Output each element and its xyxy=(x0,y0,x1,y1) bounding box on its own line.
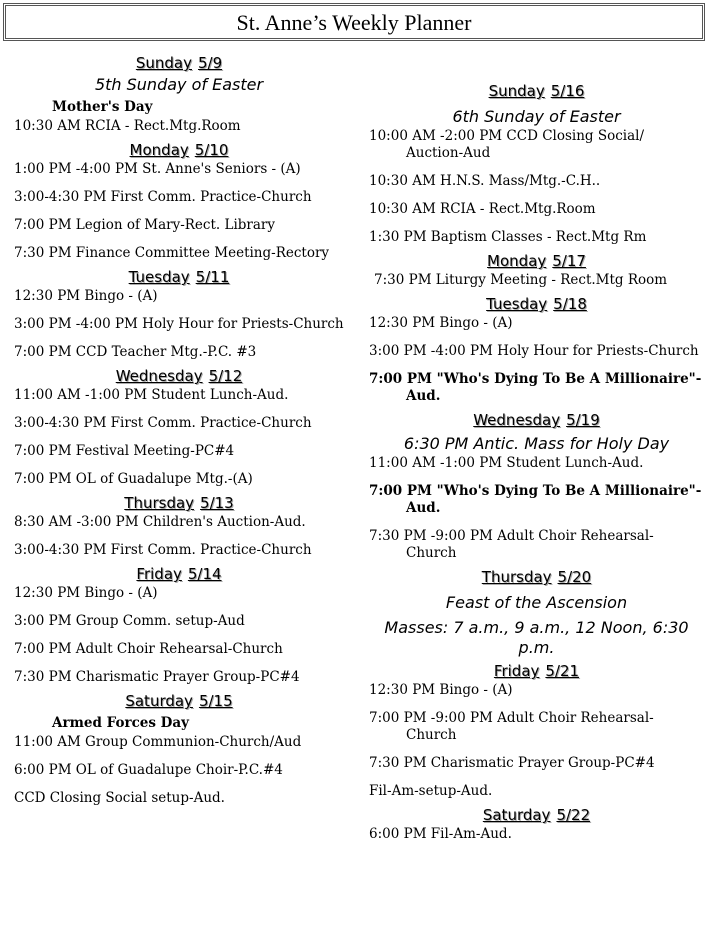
observance-armed-forces-day: Armed Forces Day xyxy=(52,715,189,731)
event-item: 3:00 PM -4:00 PM Holy Hour for Priests-Church xyxy=(14,316,344,332)
day-header-thursday-5-13: Thursday 5/13 xyxy=(124,494,234,512)
planner-title-box xyxy=(3,3,705,41)
event-item: 6:00 PM Fil-Am-Aud. xyxy=(369,826,512,842)
event-item: 7:00 PM Legion of Mary-Rect. Library xyxy=(14,217,275,233)
event-item: 7:30 PM Charismatic Prayer Group-PC#4 xyxy=(14,669,300,685)
event-item: 7:00 PM CCD Teacher Mtg.-P.C. #3 xyxy=(14,344,257,360)
event-item: 12:30 PM Bingo - (A) xyxy=(14,288,158,304)
event-item: 1:00 PM -4:00 PM St. Anne's Seniors - (A) xyxy=(14,161,301,177)
day-header-friday-5-21: Friday 5/21 xyxy=(493,662,580,680)
left-column xyxy=(14,52,344,818)
event-item: 12:30 PM Bingo - (A) xyxy=(369,682,513,698)
event-item: 7:30 PM -9:00 PM Adult Choir Rehearsal-Church xyxy=(369,528,654,561)
event-item: 7:00 PM "Who's Dying To Be A Millionaire"-Aud. xyxy=(369,483,702,516)
observance-mothers-day: Mother's Day xyxy=(52,99,153,115)
day-header-sunday-5-9: Sunday 5/9 xyxy=(135,54,223,72)
event-item: 6:00 PM OL of Guadalupe Choir-P.C.#4 xyxy=(14,762,283,778)
right-column xyxy=(369,80,704,854)
feast-title: 6th Sunday of Easter xyxy=(452,107,621,126)
event-item: 12:30 PM Bingo - (A) xyxy=(369,315,513,331)
day-header-tuesday-5-11: Tuesday 5/11 xyxy=(128,268,230,286)
page-title: St. Anne’s Weekly Planner xyxy=(236,10,472,35)
event-item: Fil-Am-setup-Aud. xyxy=(369,783,493,799)
feast-title: Feast of the Ascension xyxy=(445,593,628,612)
event-item: 10:30 AM RCIA - Rect.Mtg.Room xyxy=(14,118,241,134)
holy-day-mass-note: 6:30 PM Antic. Mass for Holy Day xyxy=(403,434,670,453)
event-item: 7:30 PM Charismatic Prayer Group-PC#4 xyxy=(369,755,655,771)
day-header-friday-5-14: Friday 5/14 xyxy=(136,565,222,583)
event-item: 3:00 PM Group Comm. setup-Aud xyxy=(14,613,245,629)
event-item: 11:00 AM -1:00 PM Student Lunch-Aud. xyxy=(369,455,644,471)
event-item: 7:00 PM OL of Guadalupe Mtg.-(A) xyxy=(14,471,253,487)
day-header-saturday-5-15: Saturday 5/15 xyxy=(125,692,233,710)
event-item: 8:30 AM -3:00 PM Children's Auction-Aud. xyxy=(14,514,306,530)
event-item: CCD Closing Social setup-Aud. xyxy=(14,790,225,806)
event-item: 11:00 AM Group Communion-Church/Aud xyxy=(14,734,302,750)
event-item: 7:00 PM "Who's Dying To Be A Millionaire"-Aud. xyxy=(369,371,702,404)
day-header-wednesday-5-12: Wednesday 5/12 xyxy=(115,367,243,385)
event-item: 7:00 PM -9:00 PM Adult Choir Rehearsal-Church xyxy=(369,710,654,743)
event-item: 10:30 AM H.N.S. Mass/Mtg.-C.H.. xyxy=(369,173,601,189)
event-item: 7:00 PM Festival Meeting-PC#4 xyxy=(14,443,235,459)
day-header-wednesday-5-19: Wednesday 5/19 xyxy=(473,411,600,429)
feast-title: 5th Sunday of Easter xyxy=(94,75,264,94)
event-item: 11:00 AM -1:00 PM Student Lunch-Aud. xyxy=(14,387,289,403)
event-item: 3:00-4:30 PM First Comm. Practice-Church xyxy=(14,415,312,431)
mass-times: Masses: 7 a.m., 9 a.m., 12 Noon, 6:30 p.m. xyxy=(384,618,689,657)
event-item: 7:00 PM Adult Choir Rehearsal-Church xyxy=(14,641,283,657)
event-item: 7:30 PM Finance Committee Meeting-Rectory xyxy=(14,245,330,261)
day-header-tuesday-5-18: Tuesday 5/18 xyxy=(486,295,587,313)
day-header-saturday-5-22: Saturday 5/22 xyxy=(482,806,591,824)
event-item: 3:00 PM -4:00 PM Holy Hour for Priests-Church xyxy=(369,343,699,359)
day-header-sunday-5-16: Sunday 5/16 xyxy=(488,82,585,100)
event-item: 3:00-4:30 PM First Comm. Practice-Church xyxy=(14,542,312,558)
event-item: 10:00 AM -2:00 PM CCD Closing Social/ Auction-Aud xyxy=(369,128,645,161)
event-item: 10:30 AM RCIA - Rect.Mtg.Room xyxy=(369,201,596,217)
event-item: 3:00-4:30 PM First Comm. Practice-Church xyxy=(14,189,312,205)
event-item: 1:30 PM Baptism Classes - Rect.Mtg Rm xyxy=(369,229,647,245)
event-item: 7:30 PM Liturgy Meeting - Rect.Mtg Room xyxy=(374,272,668,288)
day-header-thursday-5-20: Thursday 5/20 xyxy=(481,568,592,586)
day-header-monday-5-10: Monday 5/10 xyxy=(129,141,229,159)
day-header-monday-5-17: Monday 5/17 xyxy=(487,252,586,270)
event-item: 12:30 PM Bingo - (A) xyxy=(14,585,158,601)
